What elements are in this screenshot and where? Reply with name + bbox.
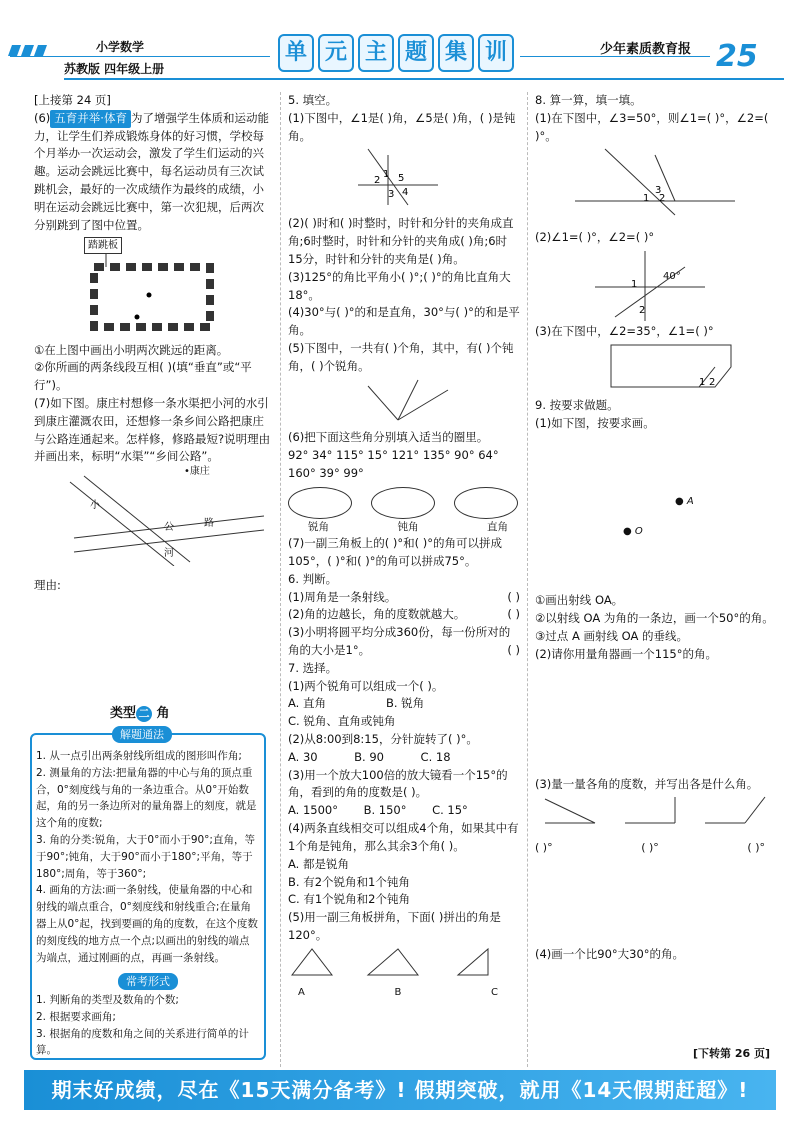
angle-40-label: 40° xyxy=(663,271,681,283)
question-9-part-1b: ②以射线 OA 为角的一条边，画一个50°的角。 xyxy=(535,611,774,626)
title-char: 题 xyxy=(398,34,434,72)
river-label: 小 xyxy=(90,500,100,512)
tip-item: 1. 从一点引出两条射线所组成的图形叫作角; xyxy=(36,750,242,762)
river-label: 河 xyxy=(164,548,174,560)
point-a[interactable]: ● A xyxy=(675,496,694,508)
question-8-part-3: (3)在下图中，∠2=35°，∠1=( )° xyxy=(535,324,714,339)
svg-text:2: 2 xyxy=(639,305,646,317)
measure-angles-figure xyxy=(535,793,775,833)
category-ellipses xyxy=(288,487,518,519)
question-5-title: 5. 填空。 xyxy=(288,93,338,107)
question-6-part-1: ①在上图中画出小明两次跳远的距离。 xyxy=(34,342,229,357)
question-5-part-6: (6)把下面这些角分别填入适当的圈里。 xyxy=(288,430,489,445)
tip-item: 2. 测量角的方法:把量角器的中心与角的顶点重合，0°刻度线与角的一条边重合。从0°开始数起，角的另一条边所对的量角器上的刻度，就是这个角的度数; xyxy=(36,766,257,830)
question-6-title: 6. 判断。 xyxy=(288,571,338,586)
judge-item-2: (2)角的边越长，角的度数就越大。 ( ) xyxy=(288,607,520,622)
angle-figure-2 xyxy=(535,247,775,323)
title-char: 集 xyxy=(438,34,474,72)
svg-text:2: 2 xyxy=(709,376,716,388)
title-char: 单 xyxy=(278,34,314,72)
village-label: •康庄 xyxy=(184,466,210,478)
svg-text:1: 1 xyxy=(383,169,390,181)
tips-list xyxy=(36,748,258,966)
acute-ellipse[interactable] xyxy=(288,487,352,519)
choice-4-option-c: C. 有1个锐角和2个钝角 xyxy=(288,892,410,907)
tip-item: 4. 画角的方法:画一条射线，使量角器的中心和射线的端点重合，0°刻度线和射线重合;在量角器上从0°起，找到要画的角的度数，在这个度数的刻度线的地方点一个点;以画出的射线的端点为端点，通过刚画的点，再画一条射线。 xyxy=(36,884,258,964)
title-char: 元 xyxy=(318,34,354,72)
question-7-title: 7. 选择。 xyxy=(288,660,338,675)
reason-label: 理由: xyxy=(34,578,61,593)
column-divider xyxy=(527,92,528,1067)
choice-3: (3)用一个放大100倍的放大镜看一个15°的角，看到的角的度数是( )。 xyxy=(288,767,508,800)
acute-label: 锐角 xyxy=(308,520,329,533)
choice-4-option-a: A. 都是锐角 xyxy=(288,856,349,871)
form-item: 3. 根据角的度数和角之间的关系进行简单的计算。 xyxy=(36,1027,249,1057)
tips-title: 解题通法 xyxy=(112,726,172,743)
question-9-title: 9. 按要求做题。 xyxy=(535,397,619,412)
choice-3-options: A. 1500° B. 150° C. 15° xyxy=(288,803,468,818)
form-item: 1. 判断角的类型及数角的个数; xyxy=(36,994,179,1006)
long-jump-pit-figure xyxy=(34,237,272,342)
question-6-part-2: ②你所画的两条线段互相( )(填“垂直”或“平行”)。 xyxy=(34,360,252,393)
obtuse-ellipse[interactable] xyxy=(371,487,435,519)
svg-text:5: 5 xyxy=(398,173,405,185)
draw-area[interactable] xyxy=(535,664,775,776)
rays-figure xyxy=(288,376,518,424)
choice-2: (2)从8:00到8:15，分针旋转了( )°。 xyxy=(288,732,478,747)
choice-4: (4)两条直线相交可以组成4个角，如果其中有1个角是钝角，那么其余3个角( )。 xyxy=(288,821,519,853)
points-figure xyxy=(535,432,775,592)
question-6-text: (6) 五育并举·体育 为了增强学生体质和运动能力，让学生们养成锻炼身体的好习惯，学校每个月举办一次运动会，激发了学生们运动的兴趣。运动会跳远比赛中，每名运动员有三次试跳机会，最好的一次成绩作为最终的成绩，小明在运动会跳远比赛中，第一次犯规，后两次分别跳到了图中位置。 xyxy=(34,110,269,232)
right-ellipse[interactable] xyxy=(454,487,518,519)
form-item: 2. 根据要求画角; xyxy=(36,1010,116,1023)
angle-figure-1 xyxy=(535,145,765,223)
column-right xyxy=(535,92,775,964)
question-8-part-1: (1)在下图中，∠3=50°，则∠1=( )°，∠2=( )°。 xyxy=(535,110,769,143)
point-o[interactable]: ● O xyxy=(623,526,643,538)
forms-list xyxy=(36,992,258,1059)
intersecting-lines-figure xyxy=(288,145,518,209)
forms-title: 常考形式 xyxy=(118,973,178,990)
newspaper-name: 少年素质教育报 xyxy=(600,42,692,57)
choice-1-option-c: C. 锐角、直角或钝角 xyxy=(288,714,396,729)
column-left xyxy=(34,92,272,595)
question-9-part-4: (4)画一个比90°大30°的角。 xyxy=(535,947,685,962)
page-title xyxy=(278,34,514,76)
svg-text:2: 2 xyxy=(374,175,381,187)
question-7-text: (7)如下图。康庄村想修一条水渠把小河的水引到康庄灌溉农田，还想修一条乡间公路把康庄与公路连通起来。怎样修，修路最短?说明理由并画出来，标明“水渠”“乡间公路”。 xyxy=(34,395,271,464)
question-9-part-2: (2)请你用量角器画一个115°的角。 xyxy=(535,646,717,661)
svg-text:4: 4 xyxy=(402,187,409,199)
category-tag: 五育并举·体育 xyxy=(50,110,131,128)
choice-1-options: A. 直角 B. 锐角 xyxy=(288,696,425,711)
choice-1: (1)两个锐角可以组成一个( )。 xyxy=(288,678,444,693)
takeoff-board-label: 踏跳板 xyxy=(84,237,122,255)
question-5-part-1: (1)下图中，∠1是( )角，∠5是( )角，( )是钝角。 xyxy=(288,110,516,143)
choice-4-option-b: B. 有2个锐角和1个钝角 xyxy=(288,874,410,889)
question-5-part-3: (3)125°的角比平角小( )°;( )°的角比直角大18°。 xyxy=(288,269,511,302)
svg-text:1: 1 xyxy=(643,193,650,205)
river-road-diagram xyxy=(34,466,264,566)
continued-to-note: [下转第 26 页] xyxy=(693,1047,771,1060)
triangle-rulers-figure xyxy=(288,945,518,979)
svg-text:1: 1 xyxy=(699,376,706,388)
right-label: 直角 xyxy=(487,520,508,533)
section-title: 类型 二 角 xyxy=(110,706,170,721)
column-middle xyxy=(288,92,520,1000)
svg-text:3: 3 xyxy=(388,189,395,201)
page-number: 25 xyxy=(716,39,758,74)
question-9-part-1c: ③过点 A 画射线 OA 的垂线。 xyxy=(535,628,689,643)
header-rule xyxy=(64,78,784,80)
question-8-title: 8. 算一算，填一填。 xyxy=(535,93,642,107)
question-5-part-2: (2)( )时和( )时整时，时针和分针的夹角成直角;6时整时，时针和分针的夹角成( )角;6时15分，时针和分针的夹角是( )角。 xyxy=(288,216,514,266)
judge-item-3: (3)小明将圆平均分成360份，每一份所对的角的大小是1°。 ( ) xyxy=(288,625,520,657)
column-divider xyxy=(280,92,281,1067)
footer-banner: 期末好成绩，尽在《15天满分备考》! 假期突破，就用《14天假期赶超》! xyxy=(24,1070,776,1110)
angle-values: 160° 39° 99° xyxy=(288,466,364,480)
question-9-part-3: (3)量一量各角的度数，并写出各是什么角。 xyxy=(535,776,759,791)
angle-values: 92° 34° 115° 15° 121° 135° 90° 64° xyxy=(288,448,499,463)
svg-text:2: 2 xyxy=(659,193,666,205)
river-road-figure xyxy=(34,466,272,571)
road-label: 公 xyxy=(164,522,174,534)
choice-5: (5)用一副三角板拼角，下面( )拼出的角是120°。 xyxy=(288,910,501,942)
title-char: 主 xyxy=(358,34,394,72)
question-5-part-4: (4)30°与( )°的和是直角，30°与( )°的和是平角。 xyxy=(288,305,520,338)
judge-item-1: (1)周角是一条射线。 ( ) xyxy=(288,589,520,604)
question-5-part-7: (7)一副三角板上的( )°和( )°的角可以拼成105°，( )°和( )°的角可以拼成75°。 xyxy=(288,536,503,568)
title-char: 训 xyxy=(478,34,514,72)
header-decoration xyxy=(10,44,49,62)
subject-label: 小学数学 xyxy=(96,40,145,54)
choice-2-options: A. 30 B. 90 C. 18 xyxy=(288,749,451,764)
tip-item: 3. 角的分类:锐角，大于0°而小于90°;直角，等于90°;钝角，大于90°而小于180°;平角，等于180°;周角，等于360°; xyxy=(36,833,255,880)
road-label: 路 xyxy=(204,518,214,530)
svg-text:3: 3 xyxy=(655,185,662,197)
obtuse-label: 钝角 xyxy=(397,520,419,533)
question-9-part-1: (1)如下图，按要求画。 xyxy=(535,415,655,430)
option-figure-labels: A B C xyxy=(298,986,498,998)
edition-label: 苏教版 四年级上册 xyxy=(64,62,165,76)
measure-blanks: ( )° ( )° ( )° xyxy=(535,841,765,855)
continued-note: [上接第 24 页] xyxy=(34,93,111,107)
folded-rectangle-figure xyxy=(535,341,765,391)
svg-text:1: 1 xyxy=(631,279,638,291)
question-9-part-1a: ①画出射线 OA。 xyxy=(535,593,624,608)
question-5-part-5: (5)下图中，一共有( )个角，其中，有( )个钝角，( )个锐角。 xyxy=(288,340,514,373)
category-labels xyxy=(288,519,508,535)
question-8-part-2: (2)∠1=( )°，∠2=( )° xyxy=(535,230,655,245)
jump-pit-diagram xyxy=(34,237,264,337)
